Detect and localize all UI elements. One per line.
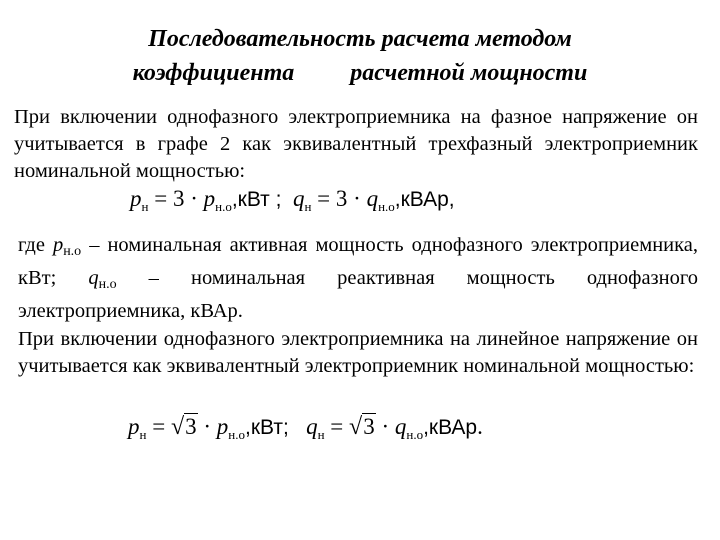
definitions-q-symbol: q: [88, 267, 99, 289]
slide-title: [0, 22, 720, 90]
eq2-radical-sign-2: √: [349, 414, 363, 440]
paragraph-definitions: [18, 232, 698, 325]
formula-phase-voltage: [130, 186, 455, 215]
definitions-lead: где: [18, 234, 45, 256]
eq2-radical-sign: √: [170, 414, 185, 440]
eq2-radicand: 3: [185, 414, 197, 439]
eq2-unit-kw: ,кВт;: [245, 416, 289, 439]
formula-line-voltage: [128, 414, 483, 443]
eq2-p-no-symbol: p: [216, 414, 229, 439]
paragraph-phase-voltage: При включении однофазного электроприемника на фазное напряжение он учитывается в графе 2 как эквивалентный трехфазный электроприемник номинальной мощностью:: [14, 106, 698, 182]
eq1-q-subscript: н: [304, 199, 312, 214]
eq1-p-no-symbol: p: [203, 186, 216, 211]
eq2-q-subscript: н: [317, 427, 325, 442]
eq2-p-symbol: p: [128, 414, 140, 439]
eq2-end-period: .: [477, 414, 483, 439]
eq2-unit-kvar: ,кВАр: [423, 416, 478, 439]
title-line-2-part-a: коэффициента: [132, 60, 295, 86]
eq2-q-no-subscript: н.о: [406, 427, 424, 442]
eq2-equals: =: [152, 414, 166, 439]
eq2-radicand-2: 3: [363, 414, 375, 439]
definitions-p-symbol: p: [52, 234, 64, 256]
eq1-q-no-subscript: н.о: [378, 199, 395, 214]
eq1-p-no-subscript: н.о: [215, 199, 232, 214]
eq2-equals-2: =: [330, 414, 344, 439]
paragraph-line-voltage: При включении однофазного электроприемника на линейное напряжение он учитывается как эквивалентный электроприемник номинальной мощностью:: [18, 328, 698, 377]
title-line-1: Последовательность расчета методом: [148, 26, 572, 52]
definitions-text-2: – номинальная реактивная мощность однофазного электроприемника, кВАр.: [18, 267, 699, 322]
eq1-p-subscript: н: [141, 199, 149, 214]
eq1-q-symbol: q: [292, 186, 305, 211]
eq1-unit-kvar: ,кВАр,: [394, 188, 455, 211]
title-line-2-part-b: расчетной мощности: [350, 60, 588, 86]
eq2-dot: ·: [203, 414, 212, 439]
eq1-unit-kw: ,кВт ;: [231, 188, 282, 211]
eq1-p-symbol: p: [130, 186, 142, 211]
eq1-equals-2: = 3 ·: [317, 186, 361, 211]
eq2-q-no-symbol: q: [394, 414, 407, 439]
eq1-equals: = 3 ·: [154, 186, 198, 211]
eq2-sqrt: [171, 414, 198, 441]
title-line-2: [0, 56, 720, 90]
eq1-q-no-symbol: q: [366, 186, 379, 211]
eq2-p-subscript: н: [139, 427, 147, 442]
eq2-sqrt-2: [349, 414, 376, 441]
definitions-text-1: – номинальная активная мощность однофазного электроприемника, кВт;: [18, 234, 699, 289]
eq2-p-no-subscript: н.о: [228, 427, 246, 442]
definitions-p-subscript: н.о: [63, 244, 82, 259]
eq2-q-symbol: q: [306, 414, 318, 439]
eq2-dot-2: ·: [381, 414, 390, 439]
definitions-q-subscript: н.о: [98, 277, 117, 292]
